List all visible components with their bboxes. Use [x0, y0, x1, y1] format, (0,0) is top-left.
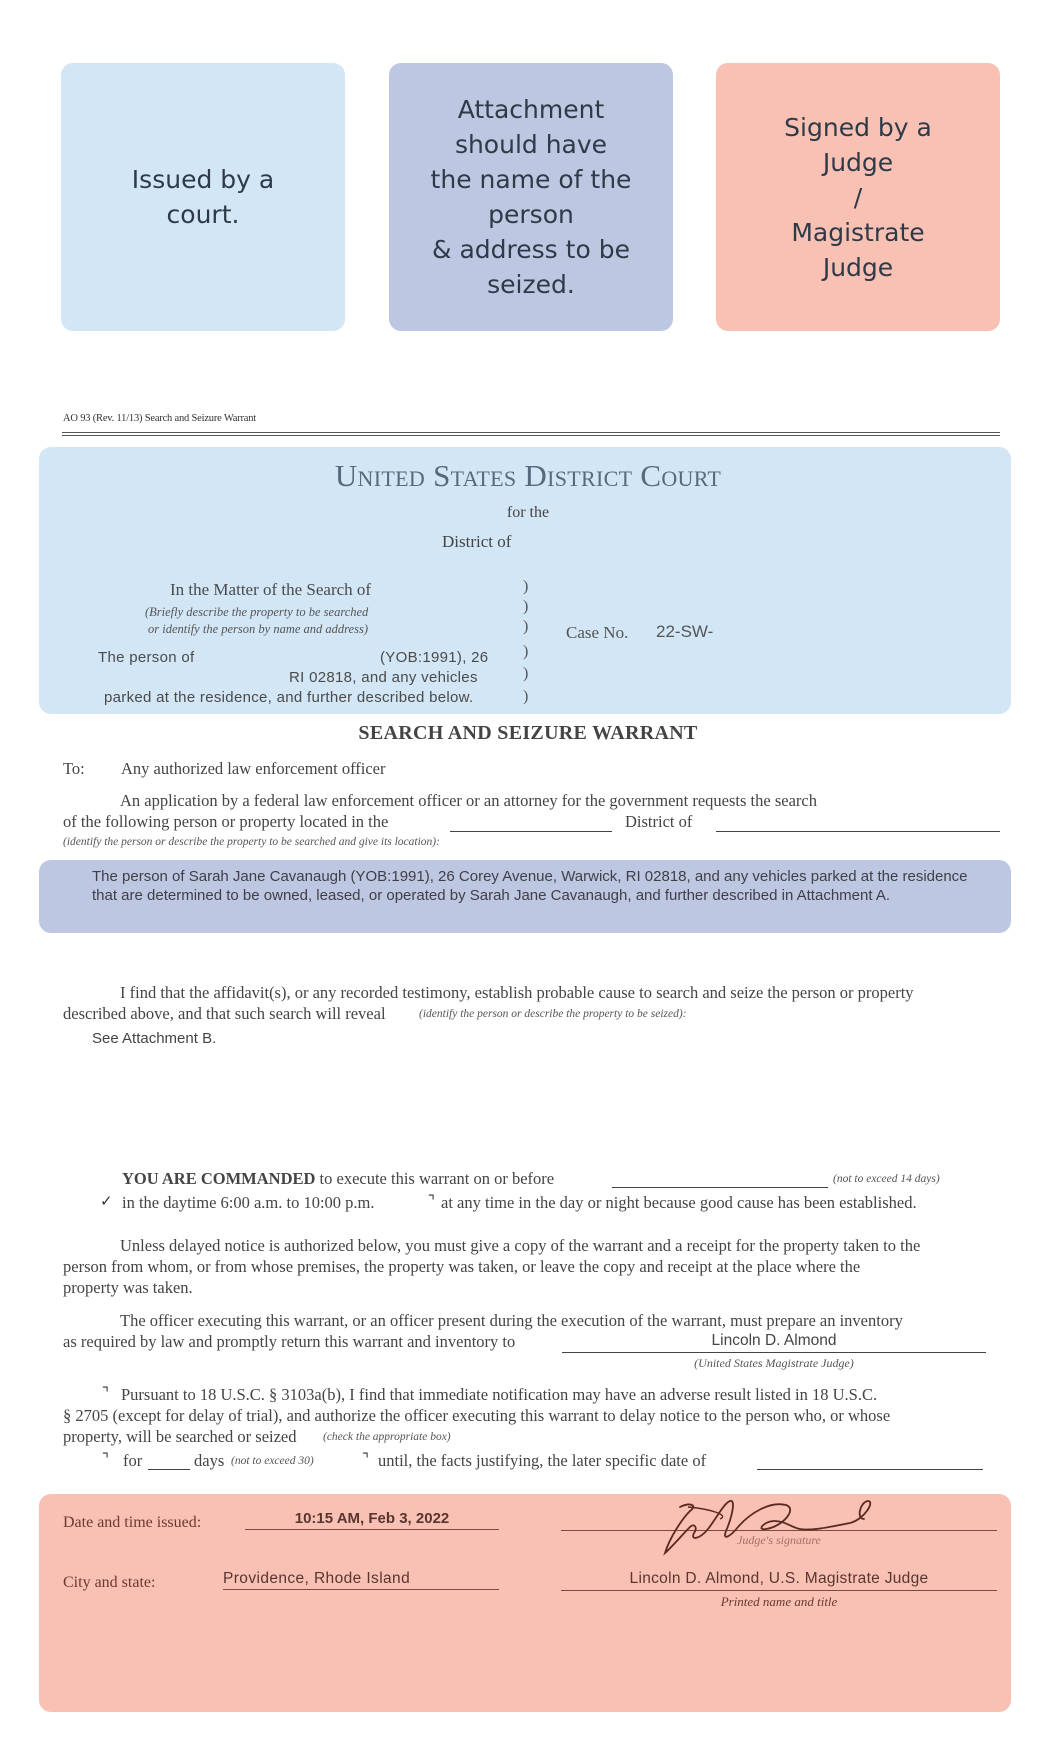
card-line: seized. — [487, 270, 575, 299]
until-checkbox-icon[interactable]: ⌝ — [362, 1450, 370, 1468]
matter-heading: In the Matter of the Search of — [170, 580, 372, 599]
application-text-1: An application by a federal law enforcement officer or an attorney for the government requests the search — [120, 791, 817, 810]
anytime-checkbox-icon[interactable]: ⌝ — [428, 1192, 436, 1210]
city-state-value: Providence, Rhode Island — [223, 1570, 411, 1587]
inventory-return-blank — [562, 1352, 986, 1353]
card-line: Issued by a — [131, 165, 275, 194]
bracket-paren: ) — [523, 578, 529, 595]
inventory-return-to: Lincoln D. Almond — [711, 1332, 837, 1349]
judge-signature-icon — [660, 1497, 890, 1559]
card-line: Magistrate — [791, 217, 925, 247]
bracket-paren: ) — [523, 618, 529, 635]
inventory-text-2: as required by law and promptly return this warrant and inventory to — [63, 1332, 516, 1351]
finding-text-2: described above, and that such search will reveal — [63, 1004, 386, 1023]
issued-value: 10:15 AM, Feb 3, 2022 — [294, 1510, 450, 1527]
matter-line-2: RI 02818, and any vehicles — [289, 669, 478, 686]
matter-instruction-2: or identify the person by name and address) — [148, 622, 368, 636]
annotation-card-attachment — [389, 63, 673, 331]
to-label: To: — [63, 759, 85, 778]
until-date-blank[interactable] — [757, 1469, 983, 1470]
inventory-caption: (United States Magistrate Judge) — [694, 1356, 854, 1370]
days-note: (not to exceed 30) — [231, 1455, 314, 1467]
case-number-value: 22-SW- — [656, 622, 714, 641]
application-district-label: District of — [625, 812, 693, 831]
pursuant-text-3: property, will be searched or seized — [63, 1427, 297, 1446]
anytime-label: at any time in the day or night because good cause has been established. — [441, 1193, 917, 1212]
bracket-paren: ) — [523, 643, 529, 660]
notice-text-3: property was taken. — [63, 1278, 193, 1297]
notice-text-1: Unless delayed notice is authorized below, you must give a copy of the warrant and a receipt for the property taken to the — [120, 1236, 921, 1255]
for-the-label: for the — [506, 504, 550, 521]
matter-line-3: parked at the residence, and further described below. — [104, 689, 474, 706]
card-line: person — [488, 200, 574, 229]
card-line: the name of the — [430, 165, 632, 194]
card-line: Judge — [822, 147, 894, 177]
days-label: days — [194, 1451, 225, 1470]
commanded-line — [122, 1169, 554, 1189]
printed-name-caption: Printed name and title — [720, 1594, 838, 1609]
bracket-paren: ) — [523, 665, 529, 682]
daytime-label: in the daytime 6:00 a.m. to 10:00 p.m. — [122, 1193, 375, 1212]
bracket-paren: ) — [523, 688, 529, 705]
form-id: AO 93 (Rev. 11/13) Search and Seizure Warrant — [63, 413, 256, 424]
finding-text-1: I find that the affidavit(s), or any recorded testimony, establish probable cause to search and seize the person or property — [120, 983, 914, 1002]
finding-value: See Attachment B. — [92, 1030, 217, 1047]
commanded-rest: to execute this warrant on or before — [319, 1169, 555, 1188]
to-value: Any authorized law enforcement officer — [121, 759, 386, 778]
card-line: Judge — [822, 252, 894, 282]
bracket-paren: ) — [523, 598, 529, 615]
inventory-text-1: The officer executing this warrant, or an officer present during the execution of the warrant, must prepare an inventory — [120, 1311, 903, 1330]
card-line: Attachment — [457, 95, 605, 124]
pursuant-text-2: § 2705 (except for delay of trial), and authorize the officer executing this warrant to delay notice to the person who, or whose — [63, 1406, 891, 1425]
double-rule-divider — [62, 432, 1000, 436]
attachment-description: The person of Sarah Jane Cavanaugh (YOB:1991), 26 Corey Avenue, Warwick, RI 02818, and any vehicles parked at the residence that are determined to be owned, leased, or operated by Sarah Jane Cavanaugh, and further described in Attachment A. — [92, 868, 968, 904]
card-line: Signed by a — [784, 112, 932, 142]
application-district-blank-2 — [716, 831, 1000, 832]
district-of-label: District of — [442, 532, 512, 551]
commanded-bold: YOU ARE COMMANDED — [122, 1169, 316, 1188]
daytime-checkbox-checked-icon[interactable]: ✓ — [100, 1192, 113, 1210]
case-number-label: Case No. — [566, 623, 629, 642]
card-line: should have — [454, 130, 608, 159]
matter-line-1-left: The person of — [98, 649, 195, 666]
matter-line-1-right: (YOB:1991), 26 — [380, 649, 489, 666]
signature-caption: Judge's signature — [737, 1533, 821, 1547]
application-text-2: of the following person or property located in the — [63, 812, 389, 831]
pursuant-checkbox-icon[interactable]: ⌝ — [102, 1384, 110, 1402]
card-line: & address to be — [432, 235, 630, 264]
warrant-title: SEARCH AND SEIZURE WARRANT — [358, 722, 698, 744]
application-instruction: (identify the person or describe the property to be searched and give its location): — [63, 836, 440, 848]
printed-name-value: Lincoln D. Almond, U.S. Magistrate Judge — [629, 1570, 929, 1587]
annotation-card-signed-by-judge — [716, 63, 1000, 331]
issued-label: Date and time issued: — [63, 1514, 202, 1531]
until-label: until, the facts justifying, the later specific date of — [378, 1451, 707, 1470]
pursuant-text-1: Pursuant to 18 U.S.C. § 3103a(b), I find that immediate notification may have an adverse result listed in 18 U.S.C. — [121, 1385, 878, 1404]
notice-text-2: person from whom, or from whose premises, the property was taken, or leave the copy and receipt at the place where the — [63, 1257, 861, 1276]
matter-instruction-1: (Briefly describe the property to be searched — [145, 605, 369, 619]
commanded-note: (not to exceed 14 days) — [833, 1173, 940, 1185]
for-label: for — [123, 1451, 143, 1470]
court-title: United States District Court — [334, 458, 722, 493]
application-district-blank — [450, 831, 612, 832]
card-line: court. — [166, 200, 240, 229]
printed-name-line — [561, 1590, 997, 1591]
city-state-label: City and state: — [63, 1574, 156, 1591]
for-days-checkbox-icon[interactable]: ⌝ — [102, 1450, 110, 1468]
issued-blank — [245, 1529, 499, 1530]
pursuant-instruction: (check the appropriate box) — [323, 1431, 451, 1443]
annotation-card-issued-by-court — [61, 63, 345, 331]
execute-by-date-blank[interactable] — [612, 1187, 828, 1188]
card-line: / — [853, 182, 863, 212]
finding-instruction: (identify the person or describe the property to be seized): — [419, 1008, 687, 1020]
city-state-blank — [223, 1589, 499, 1590]
days-count-blank[interactable] — [148, 1469, 190, 1470]
